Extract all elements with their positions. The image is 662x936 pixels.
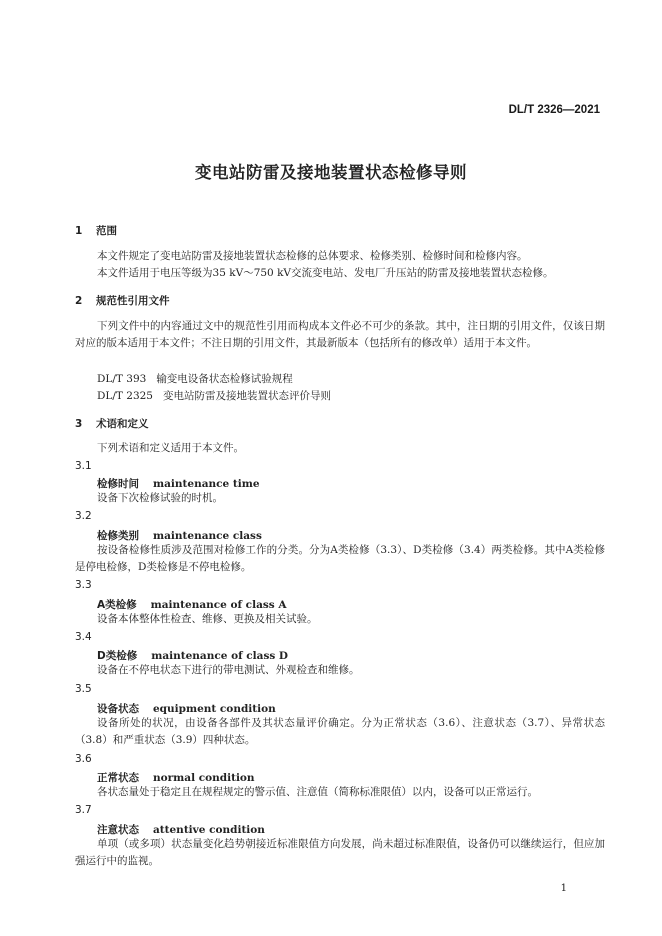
term-heading (97, 528, 262, 543)
paragraph: 本文件适用于电压等级为35 kV～750 kV交流变电站、发电厂升压站的防雷及接地装置状态检修。 (97, 267, 554, 279)
term-en: normal condition (153, 772, 255, 784)
reference-item (97, 371, 293, 386)
reference-item (97, 388, 331, 403)
term-heading (97, 770, 255, 785)
term-heading (97, 648, 288, 663)
standard-code: DL/T 2326—2021 (508, 104, 600, 116)
term-en: maintenance time (153, 478, 260, 490)
term-heading (97, 597, 287, 612)
term-definition: 按设备检修性质涉及范围对检修工作的分类。分为A类检修（3.3）、D类检修（3.4）两类检修。其中A类检修是停电检修，D类检修是不停电检修。 (75, 544, 605, 573)
section-number: 3 (75, 418, 83, 430)
term-zh: A类检修 (97, 599, 137, 611)
term-en: equipment condition (153, 703, 276, 715)
term-zh: 检修时间 (97, 478, 139, 490)
term-en: maintenance of class D (151, 650, 289, 662)
term-zh: 正常状态 (97, 772, 139, 784)
section-number: 1 (75, 225, 83, 237)
term-number: 3.6 (75, 753, 92, 765)
term-definition: 设备所处的状况，由设备各部件及其状态量评价确定。分为正常状态（3.6）、注意状态（3.7）、异常状态（3.8）和严重状态（3.9）四种状态。 (75, 717, 605, 746)
page-number: 1 (560, 883, 567, 894)
section-2-heading (75, 293, 170, 308)
term-heading (97, 476, 260, 491)
reference-title: 输变电设备状态检修试验规程 (156, 373, 293, 385)
section-1-heading (75, 223, 117, 238)
term-number: 3.3 (75, 579, 92, 591)
term-number: 3.7 (75, 804, 92, 816)
section-title: 范围 (96, 225, 117, 237)
term-zh: 注意状态 (97, 824, 139, 836)
document-title: 变电站防雷及接地装置状态检修导则 (195, 163, 467, 182)
reference-code: DL/T 2325 (97, 390, 153, 402)
term-definition: 设备下次检修试验的时机。 (97, 492, 224, 504)
term-heading (97, 701, 276, 716)
reference-code: DL/T 393 (97, 373, 147, 385)
term-number: 3.4 (75, 631, 92, 643)
term-zh: 设备状态 (97, 703, 139, 715)
term-definition: 单项（或多项）状态量变化趋势朝接近标准限值方向发展，尚未超过标准限值，设备仍可以继续运行，但应加强运行中的监视。 (75, 838, 605, 867)
term-number: 3.2 (75, 510, 92, 522)
section-number: 2 (75, 295, 83, 307)
term-en: maintenance of class A (150, 599, 287, 611)
term-definition: 设备在不停电状态下进行的带电测试、外观检查和维修。 (97, 664, 360, 676)
term-definition: 设备本体整体性检查、维修、更换及相关试验。 (97, 613, 318, 625)
paragraph: 下列术语和定义适用于本文件。 (97, 442, 245, 454)
term-number: 3.1 (75, 460, 92, 472)
paragraph: 下列文件中的内容通过文中的规范性引用而构成本文件必不可少的条款。其中，注日期的引用文件，仅该日期对应的版本适用于本文件；不注日期的引用文件，其最新版本（包括所有的修改单）适用于本文件。 (75, 320, 605, 349)
term-heading (97, 822, 265, 837)
term-zh: 检修类别 (97, 530, 139, 542)
paragraph: 本文件规定了变电站防雷及接地装置状态检修的总体要求、检修类别、检修时间和检修内容。 (97, 250, 528, 262)
term-definition: 各状态量处于稳定且在规程规定的警示值、注意值（简称标准限值）以内，设备可以正常运行。 (97, 786, 539, 798)
section-title: 术语和定义 (96, 418, 149, 430)
reference-title: 变电站防雷及接地装置状态评价导则 (163, 390, 331, 402)
term-en: attentive condition (153, 824, 265, 836)
section-3-heading (75, 416, 149, 431)
term-number: 3.5 (75, 683, 92, 695)
term-en: maintenance class (153, 530, 262, 542)
term-zh: D类检修 (97, 650, 138, 662)
section-title: 规范性引用文件 (96, 295, 170, 307)
